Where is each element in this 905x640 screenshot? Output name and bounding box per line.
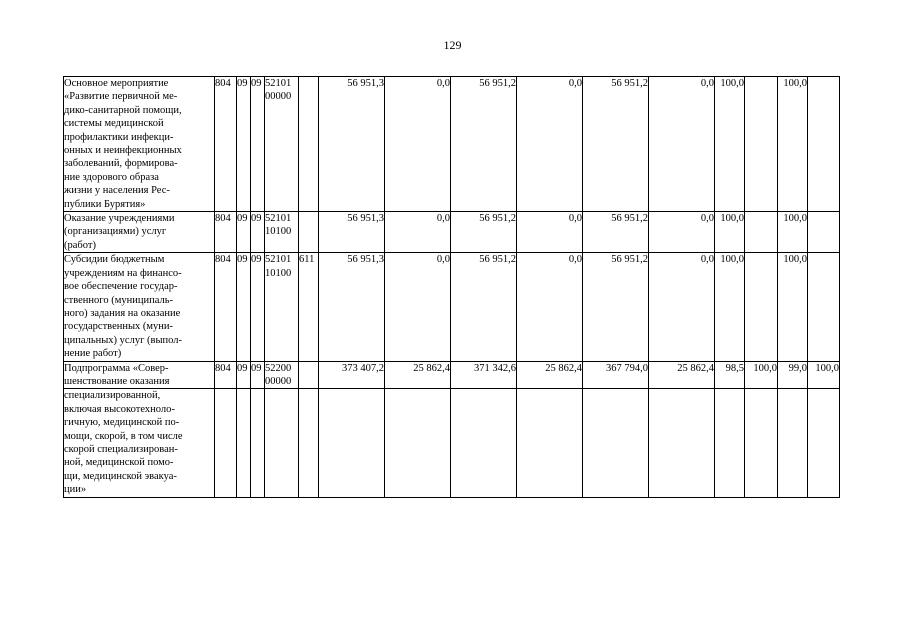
row-name-cell — [64, 389, 215, 497]
value-refined-total-cell: 56 951,2 — [451, 253, 517, 361]
value-refined-federal-cell: 0,0 — [517, 212, 583, 253]
percent-refined-total-cell: 100,0 — [778, 77, 808, 212]
row-name-line: заболеваний, формирова- — [64, 158, 178, 170]
code-admin-cell: 804 — [215, 361, 237, 389]
row-name-line: шенствование оказания — [64, 375, 170, 387]
percent-refined-total-cell — [778, 389, 808, 497]
percent-refined-federal-cell — [808, 389, 840, 497]
code-section-cell: 09 — [237, 253, 251, 361]
row-name-line: скорой специализирован- — [64, 443, 178, 455]
code-expense-type-cell — [299, 389, 319, 497]
row-name-line: Субсидии бюджетным — [64, 254, 165, 266]
value-executed-federal-cell: 0,0 — [649, 77, 715, 212]
value-refined-total-cell: 371 342,6 — [451, 361, 517, 389]
value-refined-total-cell: 56 951,2 — [451, 77, 517, 212]
code-target-article-part: 00000 — [265, 375, 292, 387]
code-section-cell: 09 — [237, 361, 251, 389]
percent-refined-federal-cell — [808, 253, 840, 361]
row-name-line: «Развитие первичной ме- — [64, 91, 178, 103]
percent-refined-federal-cell: 100,0 — [808, 361, 840, 389]
row-name-line: включая высокотехноло- — [64, 403, 175, 415]
row-name-line: дико-санитарной помощи, — [64, 104, 182, 116]
row-name-line: нение работ) — [64, 348, 122, 360]
value-executed-total-cell: 56 951,2 — [583, 212, 649, 253]
value-plan-total-cell: 56 951,3 — [319, 77, 385, 212]
percent-refined-total-cell: 99,0 — [778, 361, 808, 389]
percent-plan-total-cell: 100,0 — [715, 77, 745, 212]
code-admin-cell: 804 — [215, 212, 237, 253]
value-executed-total-cell: 56 951,2 — [583, 77, 649, 212]
row-name-line: Основное мероприятие — [64, 78, 169, 89]
row-name-line: ципальных) услуг (выпол- — [64, 334, 182, 346]
percent-plan-federal-cell — [745, 253, 778, 361]
value-plan-total-cell: 56 951,3 — [319, 212, 385, 253]
value-plan-total-cell: 373 407,2 — [319, 361, 385, 389]
code-admin-cell: 804 — [215, 77, 237, 212]
code-target-article-part: 00000 — [265, 91, 292, 103]
budget-table — [63, 76, 840, 498]
percent-refined-federal-cell — [808, 77, 840, 212]
row-name-line: системы медицинской — [64, 118, 164, 130]
value-plan-federal-cell: 25 862,4 — [385, 361, 451, 389]
value-plan-federal-cell: 0,0 — [385, 77, 451, 212]
value-plan-federal-cell — [385, 389, 451, 497]
value-executed-total-cell: 367 794,0 — [583, 361, 649, 389]
code-expense-type-cell — [299, 212, 319, 253]
code-target-article-cell — [265, 212, 299, 253]
row-name-line: онных и неинфекционных — [64, 145, 182, 157]
table-row — [64, 253, 840, 361]
code-target-article-part: 52200 — [265, 362, 292, 374]
row-name-line: ние здорового образа — [64, 171, 159, 183]
value-refined-total-cell — [451, 389, 517, 497]
row-name-line: мощи, скорой, в том числе — [64, 430, 183, 442]
percent-plan-federal-cell — [745, 389, 778, 497]
row-name-line: (работ) — [64, 239, 96, 251]
percent-refined-federal-cell — [808, 212, 840, 253]
percent-plan-federal-cell: 100,0 — [745, 361, 778, 389]
percent-plan-total-cell: 100,0 — [715, 212, 745, 253]
code-target-article-part: 10100 — [265, 226, 292, 238]
table-row — [64, 77, 840, 212]
row-name-line: учреждениям на финансо- — [64, 267, 182, 279]
code-subsection-cell: 09 — [251, 212, 265, 253]
code-section-cell: 09 — [237, 212, 251, 253]
row-name-line: Оказание учреждениями — [64, 213, 175, 225]
code-section-cell: 09 — [237, 77, 251, 212]
row-name-line: ции» — [64, 484, 87, 496]
table-row — [64, 361, 840, 389]
row-name-line: гичную, медицинской по- — [64, 417, 180, 429]
row-name-line: публики Бурятия» — [64, 198, 146, 210]
row-name-line: Подпрограмма «Совер- — [64, 362, 169, 374]
value-executed-federal-cell — [649, 389, 715, 497]
row-name-line: ного) задания на оказание — [64, 307, 181, 319]
value-executed-total-cell — [583, 389, 649, 497]
code-admin-cell — [215, 389, 237, 497]
row-name-line: профилактики инфекци- — [64, 131, 174, 143]
row-name-line: ной, медицинской помо- — [64, 457, 174, 469]
code-subsection-cell — [251, 389, 265, 497]
table-row — [64, 212, 840, 253]
row-name-line: щи, медицинской эвакуа- — [64, 470, 177, 482]
value-executed-federal-cell: 25 862,4 — [649, 361, 715, 389]
value-refined-federal-cell: 25 862,4 — [517, 361, 583, 389]
code-subsection-cell: 09 — [251, 253, 265, 361]
code-subsection-cell: 09 — [251, 361, 265, 389]
page-number: 129 — [443, 38, 462, 52]
percent-refined-total-cell: 100,0 — [778, 212, 808, 253]
code-subsection-cell: 09 — [251, 77, 265, 212]
value-executed-federal-cell: 0,0 — [649, 212, 715, 253]
value-refined-federal-cell — [517, 389, 583, 497]
percent-plan-total-cell: 100,0 — [715, 253, 745, 361]
row-name-line: специализированной, — [64, 390, 161, 402]
row-name-line: государственных (муни- — [64, 321, 174, 333]
value-plan-federal-cell: 0,0 — [385, 212, 451, 253]
value-executed-federal-cell: 0,0 — [649, 253, 715, 361]
percent-plan-total-cell: 98,5 — [715, 361, 745, 389]
value-plan-total-cell — [319, 389, 385, 497]
code-target-article-part: 52101 — [265, 78, 292, 89]
code-target-article-cell — [265, 361, 299, 389]
code-target-article-part: 10100 — [265, 267, 292, 279]
code-expense-type-cell — [299, 77, 319, 212]
percent-plan-total-cell — [715, 389, 745, 497]
row-name-cell — [64, 253, 215, 361]
percent-plan-federal-cell — [745, 212, 778, 253]
value-refined-federal-cell: 0,0 — [517, 77, 583, 212]
value-refined-federal-cell: 0,0 — [517, 253, 583, 361]
value-plan-federal-cell: 0,0 — [385, 253, 451, 361]
value-refined-total-cell: 56 951,2 — [451, 212, 517, 253]
row-name-line: (организациями) услуг — [64, 226, 167, 238]
code-section-cell — [237, 389, 251, 497]
row-name-cell — [64, 361, 215, 389]
row-name-cell — [64, 77, 215, 212]
code-expense-type-cell: 611 — [299, 253, 319, 361]
table-row — [64, 389, 840, 497]
value-executed-total-cell: 56 951,2 — [583, 253, 649, 361]
code-target-article-part: 52101 — [265, 254, 292, 266]
code-target-article-cell — [265, 77, 299, 212]
code-target-article-part: 52101 — [265, 213, 292, 225]
value-plan-total-cell: 56 951,3 — [319, 253, 385, 361]
percent-plan-federal-cell — [745, 77, 778, 212]
row-name-cell — [64, 212, 215, 253]
row-name-line: вое обеспечение государ- — [64, 281, 178, 293]
row-name-line: жизни у населения Рес- — [64, 185, 170, 197]
code-expense-type-cell — [299, 361, 319, 389]
code-admin-cell: 804 — [215, 253, 237, 361]
code-target-article-cell — [265, 253, 299, 361]
percent-refined-total-cell: 100,0 — [778, 253, 808, 361]
row-name-line: ственного (муниципаль- — [64, 294, 173, 306]
code-target-article-cell — [265, 389, 299, 497]
